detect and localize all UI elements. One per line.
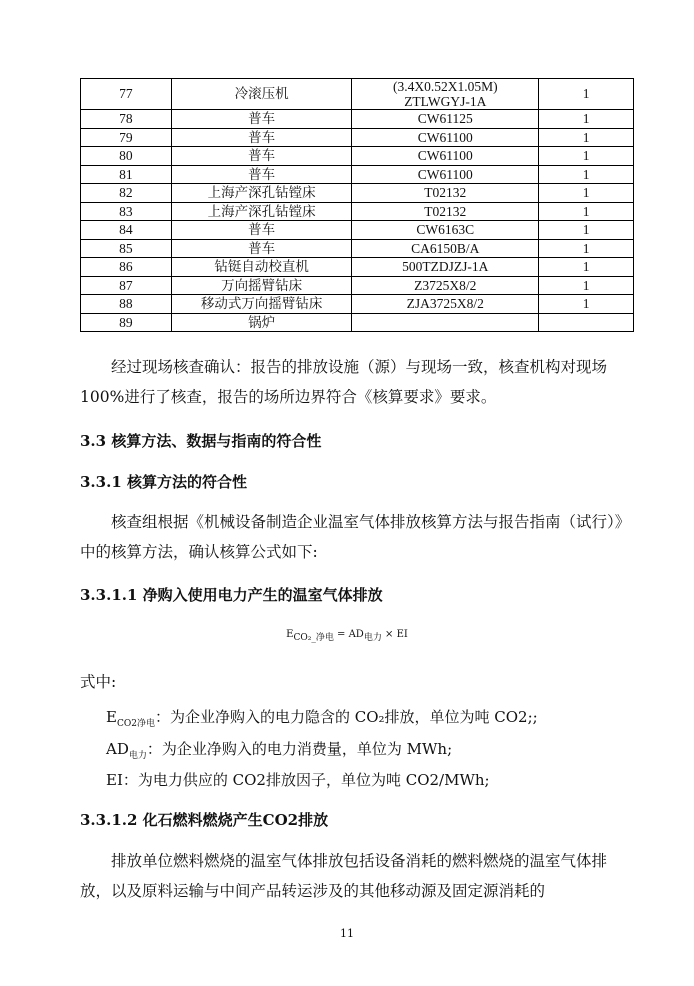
- cell-model: CA6150B/A: [352, 239, 539, 258]
- para-fuel: 排放单位燃料燃烧的温室气体排放包括设备消耗的燃料燃烧的温室气体排放，以及原料运输与中间产品转运涉及的其他移动源及固定源消耗的: [80, 852, 608, 900]
- cell-no: 89: [81, 313, 172, 332]
- cell-qty: 1: [539, 184, 634, 203]
- cell-model: [352, 313, 539, 332]
- cell-no: 84: [81, 221, 172, 240]
- table-row: [81, 295, 634, 314]
- model-line: ZTLWGYJ-1A: [404, 94, 487, 109]
- page-number: 11: [340, 927, 354, 940]
- cell-name: 上海产深孔钻镗床: [171, 184, 352, 203]
- cell-name: 普车: [171, 128, 352, 147]
- cell-name: 冷滚压机: [171, 79, 352, 110]
- cell-model: 500TZDJZJ-1A: [352, 258, 539, 277]
- cell-name: 普车: [171, 110, 352, 129]
- cell-model: [352, 79, 539, 110]
- table-row: [81, 110, 634, 129]
- table-row: [81, 165, 634, 184]
- table-row: [81, 258, 634, 277]
- cell-model: CW61125: [352, 110, 539, 129]
- table-row: [81, 202, 634, 221]
- table-row: [81, 239, 634, 258]
- cell-qty: 1: [539, 147, 634, 166]
- cell-qty: 1: [539, 221, 634, 240]
- cell-qty: 1: [539, 110, 634, 129]
- table-row: [81, 79, 634, 110]
- cell-qty: 1: [539, 165, 634, 184]
- cell-no: 79: [81, 128, 172, 147]
- model-line: (3.4X0.52X1.05M): [392, 79, 498, 94]
- definition-ad: $AD_{电力}$：为企业净购入的电力消费量，单位为 MWh;: [106, 740, 453, 761]
- table-row: [81, 221, 634, 240]
- cell-name: 普车: [171, 239, 352, 258]
- table-row: [81, 128, 634, 147]
- table-row: [81, 147, 634, 166]
- cell-qty: 1: [539, 239, 634, 258]
- cell-qty: 1: [539, 79, 634, 110]
- table-row: [81, 276, 634, 295]
- cell-qty: 1: [539, 295, 634, 314]
- heading-3-3-1-1: 3.3.1.1 净购入使用电力产生的温室气体排放: [80, 586, 383, 604]
- cell-no: 81: [81, 165, 172, 184]
- cell-qty: [539, 313, 634, 332]
- formula-electricity: $E_{CO_2\_净电} = AD_{电力}$ × EI: [286, 629, 408, 643]
- cell-no: 86: [81, 258, 172, 277]
- cell-no: 83: [81, 202, 172, 221]
- cell-model: CW6163C: [352, 221, 539, 240]
- cell-name: 普车: [171, 221, 352, 240]
- cell-no: 77: [81, 79, 172, 110]
- cell-model: CW61100: [352, 165, 539, 184]
- cell-model: T02132: [352, 202, 539, 221]
- cell-qty: 1: [539, 276, 634, 295]
- para-method: 核查组根据《机械设备制造企业温室气体排放核算方法与报告指南（试行）》中的核算方法，确认核算公式如下:: [80, 513, 631, 561]
- cell-name: 锅炉: [171, 313, 352, 332]
- cell-model: Z3725X8/2: [352, 276, 539, 295]
- cell-name: 钻铤自动校直机: [171, 258, 352, 277]
- cell-model: T02132: [352, 184, 539, 203]
- cell-qty: 1: [539, 128, 634, 147]
- cell-model: CW61100: [352, 128, 539, 147]
- cell-no: 88: [81, 295, 172, 314]
- cell-no: 78: [81, 110, 172, 129]
- heading-3-3-1-2: 3.3.1.2 化石燃料燃烧产生CO2排放: [80, 811, 329, 829]
- cell-qty: 1: [539, 258, 634, 277]
- cell-no: 80: [81, 147, 172, 166]
- cell-name: 移动式万向摇臂钻床: [171, 295, 352, 314]
- cell-model: ZJA3725X8/2: [352, 295, 539, 314]
- cell-model: CW61100: [352, 147, 539, 166]
- para-verification: 经过现场核查确认：报告的排放设施（源）与现场一致，核查机构对现场100%进行了核查，报告的场所边界符合《核算要求》要求。: [80, 358, 608, 406]
- table-row: [81, 313, 634, 332]
- cell-no: 87: [81, 276, 172, 295]
- definition-e: $E_{CO2净电}$：为企业净购入的电力隐含的 CO₂排放，单位为吨 CO2;;: [106, 708, 538, 729]
- table-row: [81, 184, 634, 203]
- cell-name: 普车: [171, 147, 352, 166]
- equipment-table: [80, 78, 634, 332]
- heading-3-3-1: 3.3.1 核算方法的符合性: [80, 473, 247, 491]
- cell-name: 上海产深孔钻镗床: [171, 202, 352, 221]
- cell-name: 普车: [171, 165, 352, 184]
- heading-3-3: 3.3 核算方法、数据与指南的符合性: [80, 432, 322, 450]
- cell-no: 85: [81, 239, 172, 258]
- shizhong-label: 式中:: [80, 673, 117, 691]
- cell-qty: 1: [539, 202, 634, 221]
- definition-ei: EI：为电力供应的 CO2排放因子，单位为吨 CO2/MWh;: [106, 771, 490, 789]
- cell-no: 82: [81, 184, 172, 203]
- cell-name: 万向摇臂钻床: [171, 276, 352, 295]
